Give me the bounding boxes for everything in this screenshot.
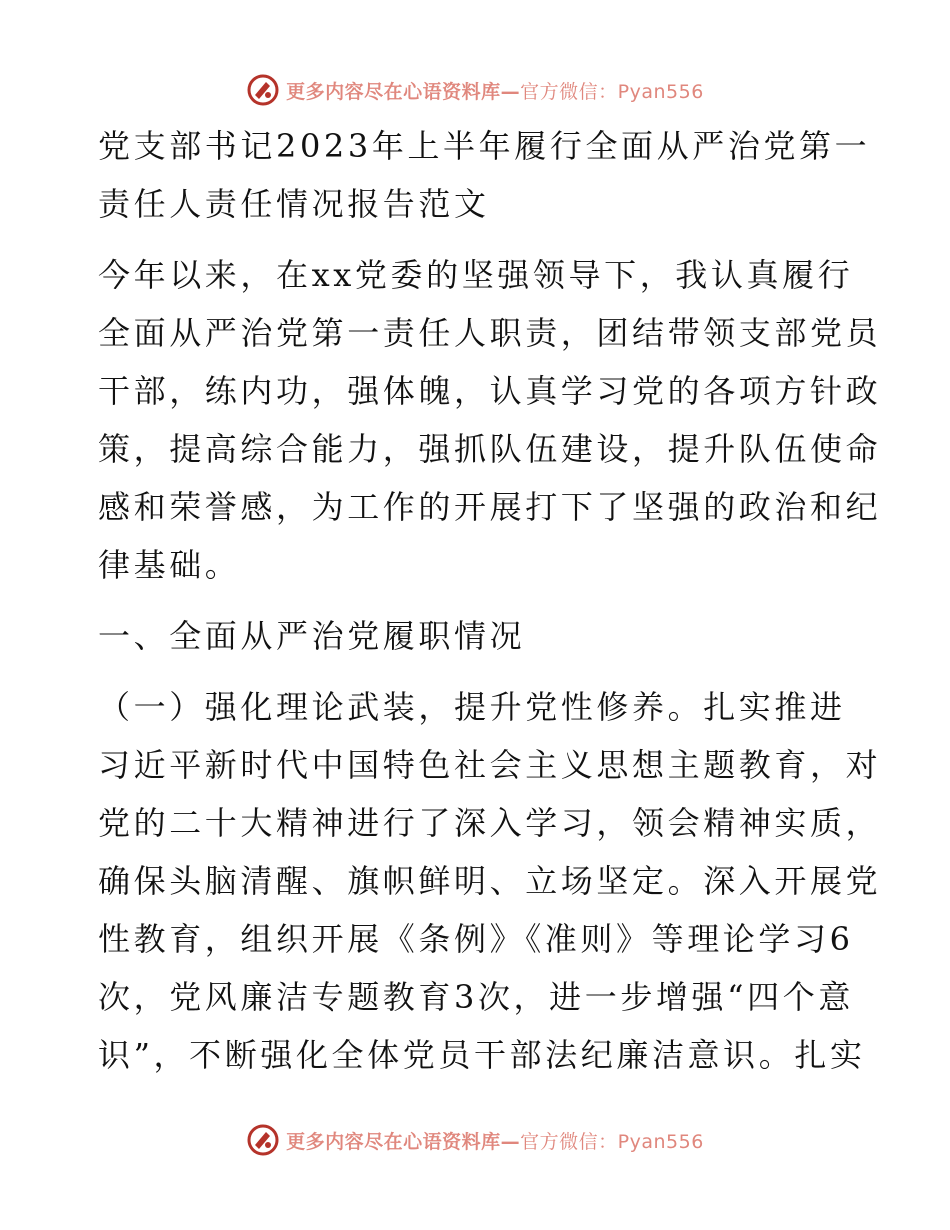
section-line-7: 识”，不断强化全体党员干部法纪廉洁意识。扎实 bbox=[98, 1036, 866, 1074]
banner-text: 更多内容尽在心语资料库—官方微信：Pyan556 bbox=[286, 80, 704, 103]
intro-line-4: 策，提高综合能力，强抓队伍建设，提升队伍使命 bbox=[98, 430, 882, 468]
document-body bbox=[98, 117, 882, 1084]
section-line-6: 次，党风廉洁专题教育3次，进一步增强“四个意 bbox=[98, 978, 854, 1016]
section-line-2: 习近平新时代中国特色社会主义思想主题教育，对 bbox=[98, 746, 882, 784]
header-banner bbox=[0, 70, 950, 110]
brand-logo-icon bbox=[246, 1123, 280, 1157]
intro-line-2: 全面从严治党第一责任人职责，团结带领支部党员 bbox=[98, 314, 882, 352]
section-line-1: （一）强化理论武装，提升党性修养。扎实推进 bbox=[98, 688, 846, 726]
title-line-1: 党支部书记2023年上半年履行全面从严治党第一 bbox=[98, 127, 871, 165]
section-line-5: 性教育，组织开展《条例》《准则》等理论学习6 bbox=[98, 920, 854, 958]
section-line-3: 党的二十大精神进行了深入学习，领会精神实质， bbox=[98, 804, 882, 842]
section-heading: 一、全面从严治党履职情况 bbox=[98, 617, 526, 655]
intro-line-5: 感和荣誉感，为工作的开展打下了坚强的政治和纪 bbox=[98, 488, 882, 526]
banner-text: 更多内容尽在心语资料库—官方微信：Pyan556 bbox=[286, 1130, 704, 1153]
footer-banner bbox=[0, 1120, 950, 1160]
intro-line-1: 今年以来，在xx党委的坚强领导下，我认真履行 bbox=[98, 256, 854, 294]
section-line-4: 确保头脑清醒、旗帜鲜明、立场坚定。深入开展党 bbox=[98, 862, 882, 900]
title-line-2: 责任人责任情况报告范文 bbox=[98, 185, 490, 223]
intro-line-6: 律基础。 bbox=[98, 546, 241, 584]
brand-logo-icon bbox=[246, 73, 280, 107]
intro-line-3: 干部，练内功，强体魄，认真学习党的各项方针政 bbox=[98, 372, 882, 410]
